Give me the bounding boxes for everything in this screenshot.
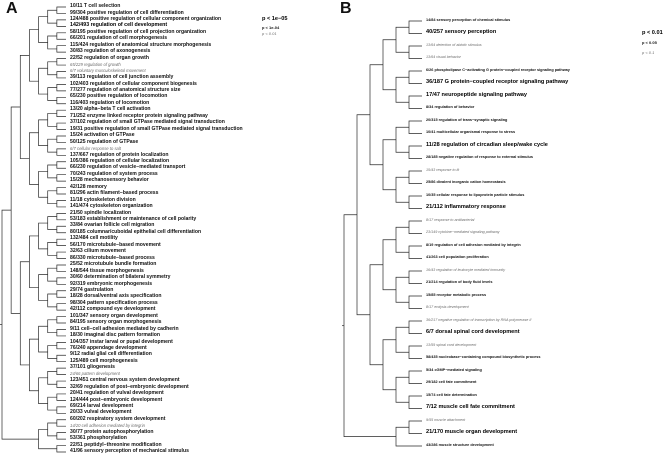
dendrogram-branch — [29, 30, 38, 82]
dendrogram-branch — [409, 421, 422, 434]
dendrogram-branch — [20, 262, 29, 365]
go-term-label: 92/319 embryonic morphogenesis — [70, 280, 153, 287]
dendrogram-branch — [383, 40, 396, 90]
go-term-label: 10/11 T cell selection — [70, 3, 121, 10]
dendrogram-branch — [48, 397, 57, 410]
dendrogram-branch — [396, 277, 409, 302]
dendrogram-branch — [57, 149, 66, 155]
go-term-label: 13/64 detection of abiotic stimulus — [426, 42, 482, 47]
dendrogram-branch — [57, 175, 66, 181]
go-term-label: 86/330 microtubule−based process — [70, 254, 155, 261]
dendrogram-branch — [409, 171, 422, 184]
go-term-label: 20/315 regulation of trans−synaptic signaling — [426, 117, 508, 122]
go-term-label: 50/125 regulation of GTPase — [70, 138, 139, 145]
go-term-label: 11/18 cytoskeleton division — [70, 196, 136, 203]
go-term-label: 18/28 dorsal/ventral axis specification — [70, 293, 162, 300]
go-term-label: 23/149 cytokine−mediated signaling pathway — [426, 230, 500, 235]
go-term-label: 148/544 tissue morphogenesis — [70, 267, 144, 274]
go-term-label: 29/182 cell fate commitment — [426, 380, 477, 385]
dendrogram-branch — [396, 27, 409, 52]
dendrogram-branch — [39, 275, 48, 301]
dendrogram-branch — [39, 68, 48, 94]
dendrogram-branch — [29, 133, 38, 185]
panel-a — [0, 0, 330, 456]
go-term-label: 22/51 peptidyl−threonine modification — [70, 441, 162, 448]
go-term-label: 20/33 vulval development — [70, 409, 132, 416]
go-term-label: 21/50 spindle localization — [70, 209, 132, 216]
go-term-label: 123/451 central nervous system development — [70, 377, 180, 384]
dendrogram-branch — [48, 191, 57, 204]
go-term-label: 13/64 visual behavior — [426, 55, 461, 60]
go-term-label: 142/493 regulation of cell development — [70, 22, 168, 29]
go-term-label: 21/170 muscle organ development — [426, 429, 518, 436]
go-term-label: 5/34 cGMP−mediated signaling — [426, 367, 482, 372]
dendrogram-branch — [396, 177, 409, 202]
go-term-label: 8/34 regulation of behavior — [426, 105, 475, 110]
dendrogram-branch — [57, 342, 66, 348]
dendrogram-branch — [48, 268, 57, 281]
go-term-label: 36/187 G protein−coupled receptor signaling pathway — [426, 79, 569, 86]
go-term-label: 115/424 regulation of anatomical structure morphogenesis — [70, 41, 212, 48]
go-term-label: 25/86 divalent inorganic cation homeostasis — [426, 180, 506, 185]
go-term-label: 9/12 radial glial cell differentiation — [70, 351, 152, 358]
go-term-label: 15/85 receptor metabolic process — [426, 292, 487, 297]
go-term-label: 39/113 regulation of cell junction assembly — [70, 74, 174, 81]
go-term-label: 65/229 regulation of growth — [70, 61, 121, 67]
go-term-label: 37/101 gliogenesis — [70, 364, 116, 371]
go-term-label: 80/185 columnar/cuboidal epithelial cell differentiation — [70, 228, 202, 235]
go-term-label: 81/296 actin filament−based process — [70, 190, 159, 197]
go-term-label: 8/17 ecdysis development — [426, 305, 469, 310]
go-term-label: 36/217 negative regulation of transcription by RNA polymerase II — [426, 317, 532, 322]
dendrogram-branch — [57, 355, 66, 361]
dendrogram-branch — [48, 217, 57, 230]
dendrogram-branch — [409, 321, 422, 334]
go-term-label: 41/263 cell population proliferation — [426, 255, 489, 260]
go-term-label: 7/12 muscle cell fate commitment — [426, 404, 515, 411]
go-term-label: 20/41 regulation of vulval development — [70, 390, 164, 397]
go-term-label: 66/201 regulation of cell morphogenesis — [70, 35, 168, 42]
dendrogram-branch — [48, 242, 57, 255]
dendrogram-branch — [48, 371, 57, 384]
go-term-label: 21/112 inflammatory response — [426, 204, 506, 211]
go-term-label: 71/252 enzyme linked receptor protein signaling pathway — [70, 112, 208, 119]
dendrogram-branch — [48, 62, 57, 75]
dendrogram-branch — [57, 162, 66, 168]
go-term-label: 32/63 cilium movement — [70, 248, 126, 255]
legend-entry: p < 0.05 — [642, 40, 657, 45]
go-term-label: 30/83 regulation of axonogenesis — [70, 48, 151, 55]
go-term-label: 40/257 sensory perception — [426, 29, 497, 36]
go-term-label: 70/243 regulation of system process — [70, 170, 158, 177]
dendrogram-branch — [396, 77, 409, 102]
dendrogram-branch — [357, 115, 370, 315]
go-term-label: 24/66 pattern development — [70, 371, 120, 377]
go-term-label: 58/435 nucleobase−containing compound biosynthetic process — [426, 355, 541, 360]
dendrogram-branch — [48, 320, 57, 333]
dendrogram-branch — [57, 20, 66, 26]
go-term-label: 37/102 regulation of small GTPase mediated signal transduction — [70, 119, 225, 126]
go-term-label: 124/488 positive regulation of cellular component organization — [70, 16, 222, 23]
go-term-label: 10/35 cellular response to lipoprotein particle stimulus — [426, 192, 525, 197]
panel-letter: B — [340, 0, 352, 17]
go-term-label: 25/52 microtubule bundle formation — [70, 261, 157, 268]
go-term-label: 76/240 appendage development — [70, 345, 147, 351]
dendrogram-branch — [39, 223, 48, 249]
dendrogram-branch — [409, 221, 422, 234]
legend-entry: p < 0.1 — [642, 50, 655, 55]
go-term-label: 15/28 mechanosensory behavior — [70, 177, 149, 184]
panel-letter: A — [6, 0, 18, 17]
dendrogram-branch — [370, 65, 383, 165]
go-term-label: 84/195 sensory organ morphogenesis — [70, 319, 162, 326]
go-term-label: 6/7 cellular response to salt — [70, 145, 121, 151]
dendrogram-branch — [57, 213, 66, 219]
go-term-label: 105/386 regulation of cellular localization — [70, 157, 170, 164]
dendrogram-branch — [39, 378, 48, 404]
go-term-label: 43/286 muscle structure development — [426, 442, 494, 447]
dendrogram-branch — [39, 120, 48, 146]
dendrogram-branch — [48, 36, 57, 49]
dendrogram-branch — [29, 236, 38, 288]
dendrogram-branch — [57, 420, 66, 426]
go-term-label: 42/128 memory — [70, 183, 107, 190]
go-term-label: 65/230 positive regulation of locomotion — [70, 93, 168, 100]
dendrogram-branch — [57, 304, 66, 310]
dendrogram-branch — [370, 265, 383, 365]
dendrogram-branch — [57, 71, 66, 77]
go-term-label: 141/474 cytoskeleton organization — [70, 203, 153, 210]
dendrogram-branch — [409, 246, 422, 259]
go-term-label: 53/183 establishment or maintenance of cell polarity — [70, 216, 197, 223]
go-term-label: 42/112 compound eye development — [70, 306, 156, 313]
dendrogram-branch — [57, 136, 66, 142]
go-term-label: 28/185 negative regulation of response to external stimulus — [426, 155, 533, 160]
go-term-label: 98/304 pattern specification process — [70, 299, 158, 306]
dendrogram-branch — [57, 97, 66, 103]
dendrogram-branch — [57, 239, 66, 245]
dendrogram-branch — [409, 371, 422, 384]
go-term-label: 30/60 determination of bilateral symmetry — [70, 274, 171, 281]
dendrogram-branch — [48, 294, 57, 307]
dendrogram-branch — [57, 33, 66, 39]
dendrogram-branch — [29, 339, 38, 391]
dendrogram-branch — [39, 326, 48, 352]
go-term-label: 77/277 regulation of anatomical structure size — [70, 87, 181, 94]
go-term-label: 9/55 muscle attachment — [426, 417, 466, 422]
go-term-label: 10/41 multicellular organismal response to stress — [426, 130, 516, 135]
go-term-label: 56/170 microtubule−based movement — [70, 241, 161, 248]
dendrogram-branch — [409, 21, 422, 34]
go-term-label: 19/31 positive regulation of small GTPase mediated signal transduction — [70, 125, 243, 132]
go-term-label: 137/667 regulation of protein localization — [70, 151, 169, 158]
go-term-label: 13/59 spinal cord development — [426, 342, 477, 347]
go-term-label: 125/489 cell morphogenesis — [70, 357, 138, 364]
dendrogram-branch — [409, 121, 422, 134]
go-term-label: 116/403 regulation of locomotion — [70, 99, 150, 106]
dendrogram-branch — [409, 46, 422, 59]
dendrogram-branch — [409, 271, 422, 284]
legend-entry: p < 0.01 — [262, 31, 277, 36]
go-term-label: 6/7 dorsal spinal cord development — [426, 329, 520, 336]
dendrogram-branch — [11, 107, 20, 313]
go-term-label: 18/30 imaginal disc pattern formation — [70, 332, 161, 339]
go-term-label: 8/19 regulation of cell adhesion mediated by integrin — [426, 242, 521, 247]
go-term-label: 69/214 larval development — [70, 403, 134, 410]
go-term-label: 104/357 instar larval or pupal development — [70, 338, 173, 345]
dendrogram-branch — [396, 227, 409, 252]
dendrogram-branch — [48, 139, 57, 152]
dendrogram-branch — [57, 84, 66, 90]
go-term-label: 6/26 phospholipase C−activating G protein−coupled receptor signaling pathway — [426, 67, 570, 72]
go-term-label: 6/7 voluntary musculoskeletal movement — [70, 68, 146, 74]
dendrogram-branch — [57, 200, 66, 206]
go-term-label: 11/28 regulation of circadian sleep/wake cycle — [426, 141, 548, 148]
go-term-label: 33/84 ovarian follicle cell migration — [70, 222, 155, 229]
go-term-label: 15/74 cell fate determination — [426, 392, 477, 397]
go-term-label: 53/361 phosphorylation — [70, 435, 127, 442]
go-term-label: 22/52 regulation of organ growth — [70, 54, 149, 61]
go-term-label: 32/69 regulation of post−embryonic development — [70, 383, 189, 390]
go-term-label: 102/403 regulation of cellular component biogenesis — [70, 80, 197, 87]
go-term-label: 29/74 gastrulation — [70, 286, 114, 293]
dendrogram-branch — [57, 446, 66, 452]
dendrogram-branch — [409, 146, 422, 159]
dendrogram-branch — [383, 340, 396, 390]
dendrogram-branch — [396, 127, 409, 152]
dendrogram-branch — [409, 196, 422, 209]
go-term-label: 14/20 cell adhesion mediated by integrin — [70, 422, 145, 428]
go-term-label: 99/304 positive regulation of cell differentiation — [70, 9, 184, 16]
dendrogram-branch — [409, 296, 422, 309]
go-term-label: 15/24 activation of GTPase — [70, 132, 135, 139]
dendrogram-branch — [57, 46, 66, 52]
dendrogram-branch — [39, 171, 48, 197]
dendrogram-branch — [48, 113, 57, 126]
dendrogram-branch — [383, 140, 396, 190]
dendrogram-branch — [48, 423, 57, 436]
go-term-label: 15/43 response to lit — [426, 167, 460, 172]
dendrogram-branch — [57, 188, 66, 194]
dendrogram-branch — [57, 226, 66, 232]
dendrogram-branch — [57, 381, 66, 387]
go-term-label: 124/444 post−embryonic development — [70, 396, 163, 403]
panel-b — [338, 0, 669, 456]
go-term-label: 132/484 cell motility — [70, 235, 118, 242]
dendrogram-branch — [396, 377, 409, 402]
dendrogram-branch — [57, 252, 66, 258]
go-term-label: 14/84 sensory perception of chemical stimulus — [426, 17, 511, 22]
go-term-label: 21/214 regulation of body fluid levels — [426, 280, 493, 285]
go-term-label: 30/77 protein autophosphorylation — [70, 428, 154, 435]
dendrogram-branch — [57, 59, 66, 65]
dendrogram-branch — [57, 110, 66, 116]
dendrogram-branch — [396, 327, 409, 352]
go-term-label: 101/347 sensory organ development — [70, 312, 158, 319]
dendrogram-branch — [57, 407, 66, 413]
dendrogram-branch — [409, 346, 422, 359]
dendrogram-branch — [48, 346, 57, 359]
dendrogram-branch — [48, 88, 57, 101]
go-term-label: 41/96 sensory perception of mechanical stimulus — [70, 448, 189, 455]
legend-entry: p < 1e-04 — [262, 25, 280, 30]
go-term-label: 60/202 respiratory system development — [70, 415, 166, 422]
go-term-label: 16/43 regulation of leukocyte mediated immunity — [426, 267, 506, 272]
go-term-label: 8/17 response to antibacterial — [426, 217, 475, 222]
dendrogram-branch — [57, 123, 66, 129]
dendrogram-branch — [57, 317, 66, 323]
dendrogram-branch — [57, 7, 66, 13]
dendrogram-branch — [409, 71, 422, 84]
dendrogram-branch — [409, 396, 422, 409]
dendrogram-branch — [57, 368, 66, 374]
dendrogram-branch — [48, 165, 57, 178]
go-term-label: 13/20 alpha−beta T cell activation — [70, 106, 151, 113]
dendrogram-branch — [39, 17, 48, 43]
dendrogram-branch — [57, 265, 66, 271]
dendrogram-branch — [20, 55, 29, 158]
legend-entry: p < 1e−05 — [262, 16, 288, 22]
dendrogram-branch — [409, 96, 422, 109]
dendrogram-branch — [383, 240, 396, 290]
legend-entry: p < 0.01 — [642, 30, 663, 36]
dendrogram-branch — [48, 10, 57, 23]
dendrogram-branch — [57, 329, 66, 335]
go-term-label: 17/47 neuropeptide signaling pathway — [426, 91, 528, 98]
dendrogram-branch — [57, 394, 66, 400]
dendrogram-branch — [57, 291, 66, 297]
dendrogram-branch — [57, 433, 66, 439]
dendrogram-branch — [57, 278, 66, 284]
go-term-label: 58/195 positive regulation of cell projection organization — [70, 28, 207, 35]
go-term-label: 9/11 cell−cell adhesion mediated by cadherin — [70, 325, 179, 332]
go-term-label: 66/230 regulation of vesicle−mediated transport — [70, 164, 186, 171]
